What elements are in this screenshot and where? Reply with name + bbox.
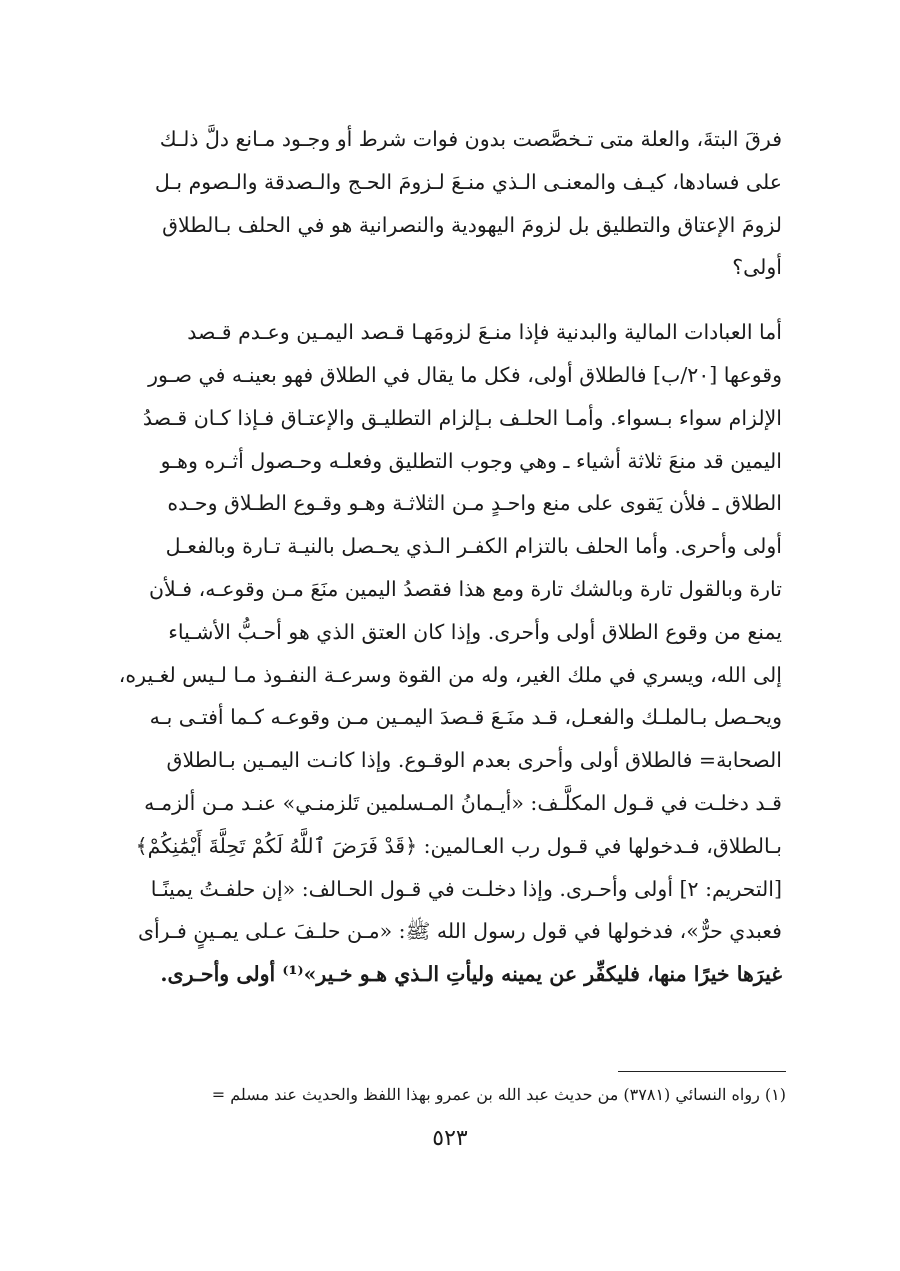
text-line: الطلاق ـ فلأن يَقوى على منع واحـدٍ مـن الثلاثـة وهـو وقـوع الطـلاق وحـده — [167, 491, 782, 516]
text-line: الإلزام سواء بـسواء. وأمـا الحلـف بـإلزام التطليـق والإعتـاق فـإذا كـان قـصدُ — [142, 405, 782, 430]
text-line: إلى الله، ويسري في ملك الغير، وله من القوة وسرعـة النفـوذ مـا لـيس لغـيره، — [118, 662, 782, 687]
text-line: أولى؟ — [732, 255, 782, 280]
text-line: يمنع من وقوع الطلاق أولى وأحرى. وإذا كان العتق الذي هو أحـبُّ الأشـياء — [168, 619, 782, 644]
text-line: تارة وبالقول تارة وبالشك تارة ومع هذا فقصدُ اليمين منَعَ مـن وقوعـه، فـلأن — [148, 576, 782, 601]
text-line: أولى وأحرى. وأما الحلف بالتزام الكفـر الـذي يحـصل بالنيـة تـارة وبالفعـل — [165, 534, 782, 559]
footnote-divider — [618, 1071, 786, 1072]
text-line: قـد دخلـت في قـول المكلَّـف: «أيـمانُ المـسلمين تَلزمنـي» عنـد مـن ألزمـه — [144, 790, 782, 815]
page-number: ٥٢٣ — [432, 1126, 468, 1151]
quran-verse-line: بـالطلاق، فـدخولها في قـول رب العـالمين: ﴿قَدْ فَرَضَ ٱللَّهُ لَكُمْ تَحِلَّةَ أَيْمَٰنِكُمْ﴾ — [135, 833, 782, 858]
text-line: فرقَ البتةَ، والعلة متى تـخصَّصت بدون فوات شرط أو وجـود مـانع دلَّ ذلـك — [159, 127, 782, 151]
text-line: الصحابة= فالطلاق أولى وأحرى بعدم الوقـوع. وإذا كانـت اليمـين بـالطلاق — [166, 748, 782, 773]
main-text — [116, 118, 782, 996]
text-line: وقوعها [٢٠/ب] فالطلاق أولى، فكل ما يقال في الطلاق فهو بعينـه في صـور — [148, 362, 782, 387]
paragraph-2 — [116, 311, 782, 996]
text-line: على فسادها، كيـف والمعنـى الـذي منـعَ لـزومَ الحـج والـصدقة والـصوم بـل — [154, 169, 782, 194]
hadith-line: غيرَها خيرًا منها، فليكفِّر عن يمينه وليأتِ الـذي هـو خـير»⁽¹⁾ أولى وأحـرى. — [160, 962, 782, 987]
hadith-line: فعبدي حرٌّ»، فدخولها في قول رسول الله ﷺ: «مـن حلـفَ عـلى يمـينٍ فـرأى — [137, 919, 782, 944]
text-line: [التحريم: ٢] أولى وأحـرى. وإذا دخلـت في قـول الحـالف: «إن حلفـتُ يمينًـا — [150, 876, 782, 901]
paragraph-1 — [116, 118, 782, 289]
footnote: (١) رواه النسائي (٣٧٨١) من حديث عبد الله بن عمرو بهذا اللفظ والحديث عند مسلم = — [211, 1085, 786, 1104]
text-line: ويحـصل بـالملـك والفعـل، قـد منَـعَ قـصدَ اليمـين مـن وقوعـه كـما أفتـى بـه — [149, 705, 782, 730]
text-line: اليمين قد منعَ ثلاثة أشياء ـ وهي وجوب التطليق وفعلـه وحـصول أثـره وهـو — [160, 448, 782, 473]
text-line: لزومَ الإعتاق والتطليق بل لزومَ اليهودية والنصرانية هو في الحلف بـالطلاق — [162, 212, 782, 237]
text-line: أما العبادات المالية والبدنية فإذا منـعَ لزومَهـا قـصد اليمـين وعـدم قـصد — [187, 320, 782, 345]
